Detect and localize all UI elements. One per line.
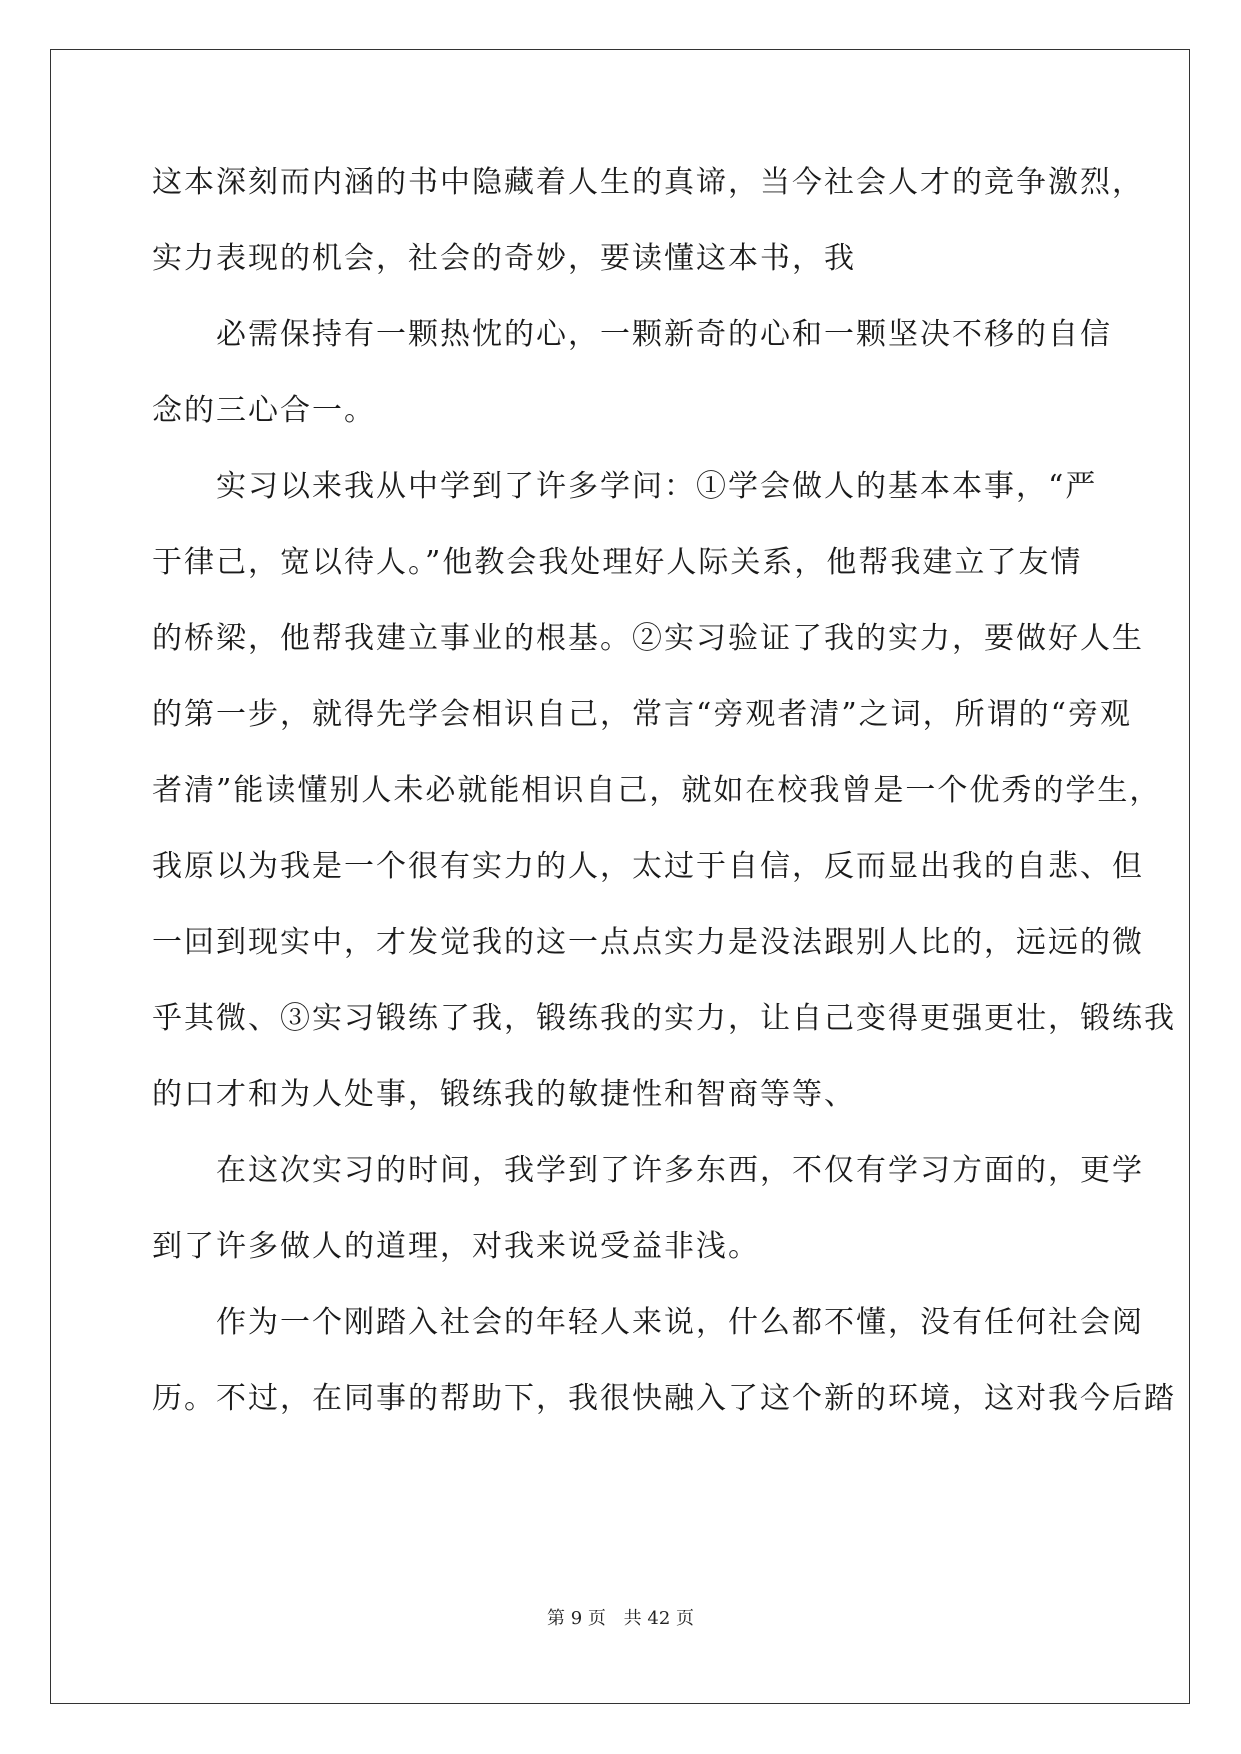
text-line: 必需保持有一颗热忱的心，一颗新奇的心和一颗坚决不移的自信	[216, 317, 1112, 352]
text-line: 在这次实习的时间，我学到了许多东西，不仅有学习方面的，更学	[216, 1153, 1144, 1188]
text-line: 的第一步，就得先学会相识自己，常言“旁观者清”之词，所谓的“旁观	[152, 697, 1133, 732]
document-body	[152, 158, 1176, 1450]
text-line: 实习以来我从中学到了许多学问：①学会做人的基本本事，“严	[216, 469, 1098, 504]
text-line: 这本深刻而内涵的书中隐藏着人生的真谛，当今社会人才的竞争激烈，	[152, 165, 1144, 200]
text-line: 到了许多做人的道理，对我来说受益非浅。	[152, 1229, 760, 1264]
text-line: 作为一个刚踏入社会的年轻人来说，什么都不懂，没有任何社会阅	[216, 1305, 1144, 1340]
text-line: 乎其微、③实习锻练了我，锻练我的实力，让自己变得更强更壮，锻练我	[152, 1001, 1176, 1036]
text-line: 我原以为我是一个很有实力的人，太过于自信，反而显出我的自悲、但	[152, 849, 1144, 884]
text-line: 念的三心合一。	[152, 393, 376, 428]
page-number: 第 9 页	[547, 1608, 606, 1629]
text-line: 者清”能读懂别人未必就能相识自己，就如在校我曾是一个优秀的学生，	[152, 773, 1162, 808]
total-pages: 共 42 页	[623, 1608, 694, 1629]
text-line: 的口才和为人处事，锻练我的敏捷性和智商等等、	[152, 1077, 856, 1112]
page-footer	[0, 1607, 1241, 1631]
text-line: 一回到现实中，才发觉我的这一点点实力是没法跟别人比的，远远的微	[152, 925, 1144, 960]
text-line: 于律己，宽以待人。”他教会我处理好人际关系，他帮我建立了友情	[152, 545, 1083, 580]
text-line: 历。不过，在同事的帮助下，我很快融入了这个新的环境，这对我今后踏	[152, 1381, 1176, 1416]
text-line: 的桥梁，他帮我建立事业的根基。②实习验证了我的实力，要做好人生	[152, 621, 1144, 656]
text-line: 实力表现的机会，社会的奇妙，要读懂这本书，我	[152, 241, 856, 276]
